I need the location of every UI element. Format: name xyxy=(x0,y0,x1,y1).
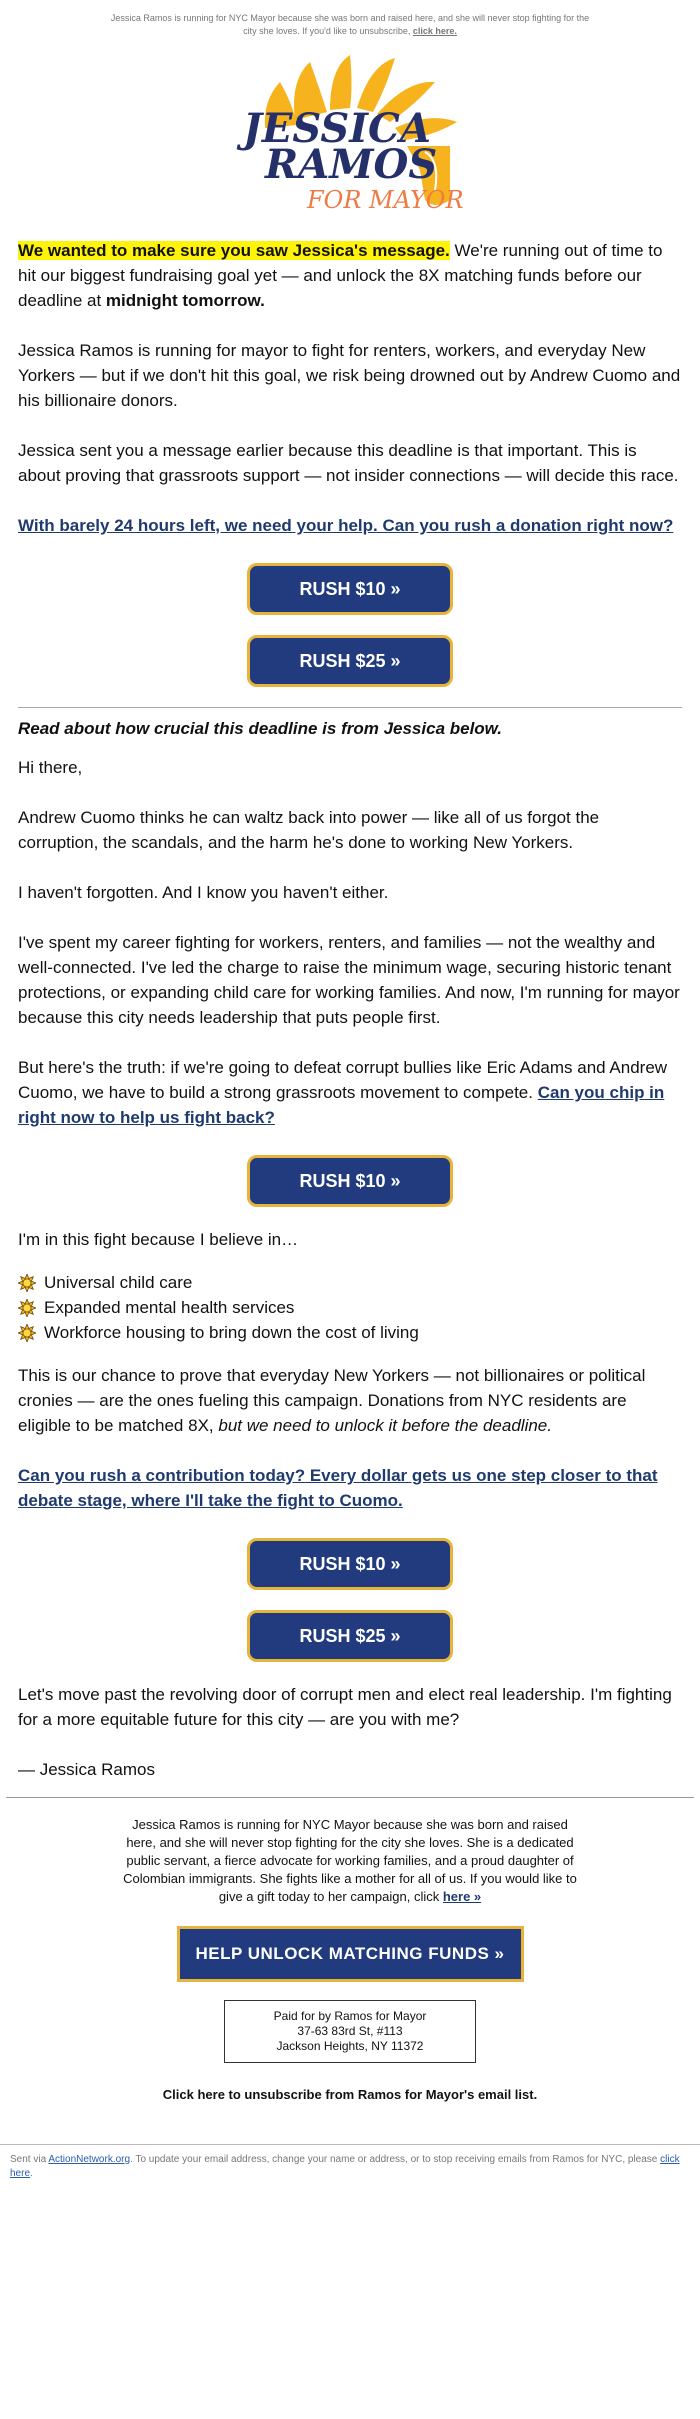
letter-greeting: Hi there, xyxy=(18,758,83,777)
paid-for-line1: Paid for by Ramos for Mayor xyxy=(273,2009,427,2023)
footer-bio xyxy=(0,1798,700,1906)
bottom-prefix: Sent via xyxy=(10,2154,49,2165)
campaign-logo xyxy=(235,50,465,220)
contribution-link[interactable]: Can you rush a contribution today? Every dollar gets us one step closer to that debate stage, where I'll take the fight to Cuomo. xyxy=(18,1466,658,1510)
letter-heading: Read about how crucial this deadline is from Jessica below. xyxy=(18,719,503,738)
intro-p2: Jessica Ramos is running for mayor to fight for renters, workers, and everyday New Yorkers — but if we don't hit this goal, we risk being drowned out by Andrew Cuomo and his billionaire donors. xyxy=(18,341,681,410)
rush-25-button[interactable]: RUSH $25 » xyxy=(247,635,453,687)
unlock-matching-funds-button[interactable]: HELP UNLOCK MATCHING FUNDS » xyxy=(177,1926,524,1982)
preheader-unsubscribe-link[interactable]: click here. xyxy=(412,26,457,36)
letter-p4-text: But here's the truth: if we're going to defeat corrupt bullies like Eric Adams and Andrew Cuomo, we have to build a strong grassroots movement to compete. xyxy=(18,1058,668,1102)
list-item xyxy=(18,1320,682,1345)
sun-icon xyxy=(18,1274,36,1292)
chip-in-link[interactable]: Can you chip in right now to help us fight back? xyxy=(18,1083,665,1127)
logo-line2: RAMOS xyxy=(265,141,438,188)
list-item-label: Workforce housing to bring down the cost of living xyxy=(44,1323,419,1342)
unsubscribe-link[interactable]: Click here to unsubscribe from Ramos for Mayor's email list. xyxy=(162,2087,538,2102)
sun-icon xyxy=(18,1324,36,1342)
list-item-label: Universal child care xyxy=(44,1273,193,1292)
sun-icon xyxy=(18,1299,36,1317)
letter-p5-text: This is our chance to prove that everyday New Yorkers — not billionaires or political cronies — are the ones fueling this campaign. Donations from NYC residents are eligible to be matched 8X, xyxy=(18,1366,646,1435)
letter-p2: I haven't forgotten. And I know you haven't either. xyxy=(18,883,389,902)
letter-p5 xyxy=(18,1363,682,1438)
letter-p3: I've spent my career fighting for workers, renters, and families — not the wealthy and well-connected. I've led the charge to raise the minimum wage, securing historic tenant protections, or expanding child care for working families. And now, I'm running for mayor because this city needs leadership that puts people first. xyxy=(18,933,680,1027)
intro-highlight: We wanted to make sure you saw Jessica's message. xyxy=(18,241,450,260)
footer-gift-link[interactable]: here » xyxy=(442,1889,482,1904)
update-preferences-link[interactable]: click here xyxy=(10,2154,680,2179)
actionnetwork-footer xyxy=(0,2145,700,2191)
beliefs-list xyxy=(18,1270,682,1345)
intro-paragraph xyxy=(18,238,682,313)
actionnetwork-link[interactable]: ActionNetwork.org xyxy=(48,2154,131,2165)
letter-p4 xyxy=(18,1055,682,1130)
letter-p5-italic: but we need to unlock it before the deadline. xyxy=(218,1416,552,1435)
list-item-label: Expanded mental health services xyxy=(44,1298,295,1317)
paid-for-line2: 37-63 83rd St, #113 xyxy=(297,2024,403,2038)
preheader xyxy=(0,0,700,38)
list-item xyxy=(18,1270,682,1295)
section-divider xyxy=(18,707,682,708)
paid-for-box xyxy=(224,2000,476,2063)
rush-10-button[interactable]: RUSH $10 » xyxy=(247,563,453,615)
intro-deadline: midnight tomorrow. xyxy=(105,291,265,310)
letter-p1: Andrew Cuomo thinks he can waltz back into power — like all of us forgot the corruption, the scandals, and the harm he's done to working New Yorkers. xyxy=(18,808,600,852)
intro-p3: Jessica sent you a message earlier because this deadline is that important. This is about proving that grassroots support — not insider connections — will decide this race. xyxy=(18,441,679,485)
preheader-text: Jessica Ramos is running for NYC Mayor because she was born and raised here, and she will never stop fighting for the city she loves. If you'd like to unsubscribe, xyxy=(110,13,590,36)
letter-section xyxy=(0,707,700,1782)
logo-line1: JESSICA xyxy=(243,105,431,152)
footer-bio-text: Jessica Ramos is running for NYC Mayor because she was born and raised here, and she will never stop fighting for the city she loves. She is a dedicated public servant, a fierce advocate for working families, and a proud daughter of Colombian immigrants. She fights like a mother for all of us. If you would like to give a gift today to her campaign, click xyxy=(123,1817,577,1904)
intro-donate-link[interactable]: With barely 24 hours left, we need your help. Can you rush a donation right now? xyxy=(18,516,674,535)
list-item xyxy=(18,1295,682,1320)
rush-10-button-2[interactable]: RUSH $10 » xyxy=(247,1155,453,1207)
rush-10-button-3[interactable]: RUSH $10 » xyxy=(247,1538,453,1590)
bottom-suffix: . xyxy=(30,2168,33,2179)
intro-rest: We're running out of time to hit our biggest fundraising goal yet — and unlock the 8X matching funds before our deadline at xyxy=(18,241,663,310)
intro-section xyxy=(0,238,700,687)
letter-believe: I'm in this fight because I believe in… xyxy=(18,1230,299,1249)
bottom-middle: . To update your email address, change your name or address, or to stop receiving emails from Ramos for NYC, please xyxy=(130,2154,661,2165)
letter-closing: Let's move past the revolving door of corrupt men and elect real leadership. I'm fighting for a more equitable future for this city — are you with me? xyxy=(18,1685,672,1729)
logo-line3: FOR MAYOR xyxy=(307,186,464,214)
paid-for-line3: Jackson Heights, NY 11372 xyxy=(276,2039,424,2053)
rush-25-button-2[interactable]: RUSH $25 » xyxy=(247,1610,453,1662)
letter-signoff: — Jessica Ramos xyxy=(18,1760,155,1779)
